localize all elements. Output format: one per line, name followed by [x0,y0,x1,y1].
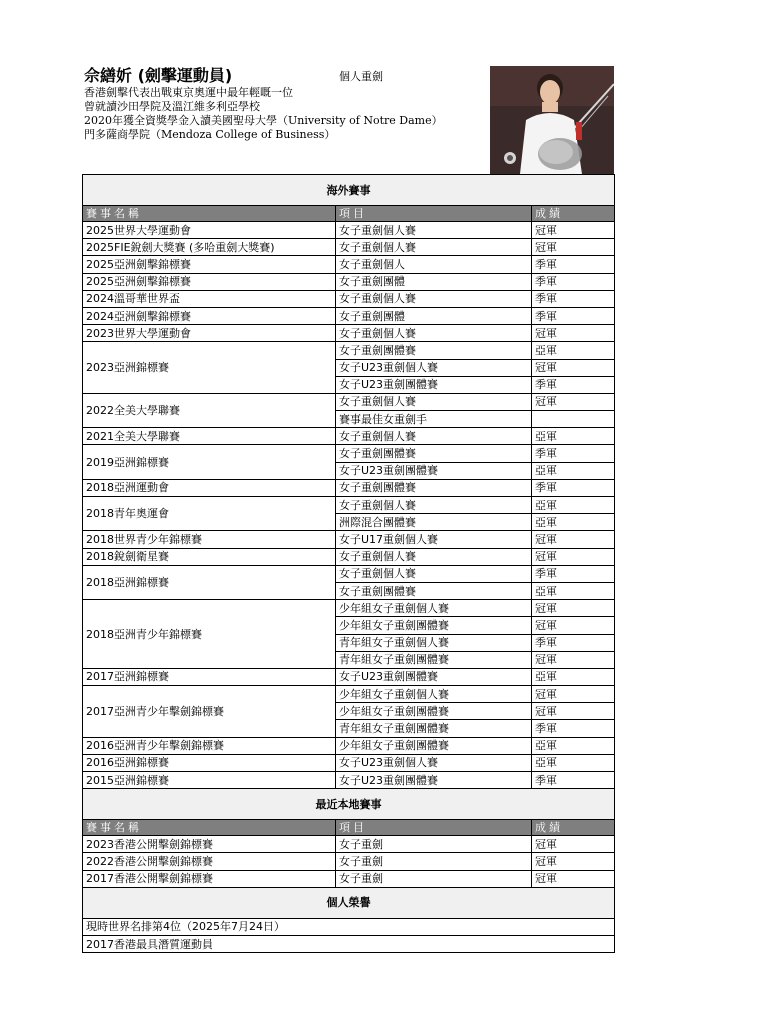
event-name-cell: 2021全美大學聯賽 [83,428,336,445]
table-row [83,479,615,496]
event-name-cell: 2017亞洲青少年擊劍錦標賽 [83,686,336,738]
item-cell: 女子重劍團體賽 [336,582,532,599]
item-cell: 女子重劍個人賽 [336,325,532,342]
table-row [83,686,615,703]
table-row [83,256,615,273]
event-name-cell: 2017亞洲錦標賽 [83,668,336,685]
table-row [83,222,615,239]
event-name-cell: 2025世界大學運動會 [83,222,336,239]
result-cell: 冠軍 [532,853,615,870]
table-row [83,668,615,685]
result-cell [532,411,615,428]
table-row [83,342,615,359]
table-row [83,307,615,324]
athlete-name: 佘繕妡 (劍擊運動員) [84,66,233,85]
result-cell: 冠軍 [532,600,615,617]
event-name-cell: 2015亞洲錦標賽 [83,772,336,789]
event-name-cell: 2019亞洲錦標賽 [83,445,336,479]
table-row [83,239,615,256]
bio-line: 香港劍擊代表出戰東京奧運中最年輕嘅一位 [84,86,293,99]
item-cell: 女子重劍個人賽 [336,239,532,256]
result-cell: 亞軍 [532,737,615,754]
result-cell: 季軍 [532,634,615,651]
column-header-row [83,206,615,222]
column-header-event: 賽事名稱 [83,820,336,836]
bio-line: 曾就讀沙田學院及溫江維多利亞學校 [84,100,260,113]
result-cell: 冠軍 [532,239,615,256]
result-cell: 冠軍 [532,836,615,853]
event-name-cell: 2016亞洲青少年擊劍錦標賽 [83,737,336,754]
table-row [83,290,615,307]
item-cell: 少年組女子重劍個人賽 [336,686,532,703]
result-cell: 亞軍 [532,668,615,685]
item-cell: 女子重劍個人賽 [336,428,532,445]
result-cell: 亞軍 [532,462,615,479]
table-row [83,428,615,445]
event-name-cell: 2025FIE銳劍大獎賽 (多哈重劍大獎賽) [83,239,336,256]
result-cell: 冠軍 [532,531,615,548]
item-cell: 少年組女子重劍團體賽 [336,737,532,754]
table-row [83,565,615,582]
result-cell: 冠軍 [532,325,615,342]
result-cell: 冠軍 [532,703,615,720]
event-name-cell: 2023世界大學運動會 [83,325,336,342]
section-row [83,887,615,918]
table-row [83,754,615,771]
table-row [83,600,615,617]
event-name-cell: 2023亞洲錦標賽 [83,342,336,394]
column-header-result: 成績 [532,820,615,836]
event-name-cell: 2022全美大學聯賽 [83,393,336,427]
item-cell: 女子重劍 [336,870,532,887]
item-cell: 女子重劍個人賽 [336,393,532,410]
event-name-cell: 2018亞洲錦標賽 [83,565,336,599]
result-cell: 季軍 [532,772,615,789]
result-cell: 亞軍 [532,342,615,359]
result-cell: 冠軍 [532,393,615,410]
honour-row [83,935,615,952]
item-cell: 青年組女子重劍團體賽 [336,651,532,668]
event-name-cell: 2022香港公開擊劍錦標賽 [83,853,336,870]
event-name-cell: 2018銳劍衛星賽 [83,548,336,565]
fencer-portrait-icon [490,66,614,174]
section-title-honours: 個人榮譽 [83,887,615,918]
result-cell: 冠軍 [532,686,615,703]
item-cell: 青年組女子重劍個人賽 [336,634,532,651]
table-row [83,853,615,870]
column-header-item: 項目 [336,820,532,836]
item-cell: 女子重劍團體賽 [336,342,532,359]
bio-line: 門多薩商學院（Mendoza College of Business） [84,128,336,141]
event-name-cell: 2023香港公開擊劍錦標賽 [83,836,336,853]
column-header-row [83,820,615,836]
section-row [83,175,615,206]
result-cell: 冠軍 [532,548,615,565]
item-cell: 女子重劍個人賽 [336,565,532,582]
item-cell: 女子重劍個人 [336,256,532,273]
discipline-tag: 個人重劍 [339,70,383,83]
honour-cell: 現時世界名排第4位（2025年7月24日） [83,918,615,935]
result-cell: 季軍 [532,256,615,273]
table-row [83,325,615,342]
profile-header [84,66,484,142]
result-cell: 亞軍 [532,582,615,599]
table-row [83,548,615,565]
result-cell: 季軍 [532,720,615,737]
item-cell: 女子U23重劍團體賽 [336,668,532,685]
item-cell: 少年組女子重劍團體賽 [336,617,532,634]
honour-row [83,918,615,935]
result-cell: 季軍 [532,565,615,582]
table-row [83,737,615,754]
athlete-photo [490,66,614,174]
result-cell: 季軍 [532,376,615,393]
event-name-cell: 2016亞洲錦標賽 [83,754,336,771]
column-header-item: 項目 [336,206,532,222]
item-cell: 少年組女子重劍個人賽 [336,600,532,617]
item-cell: 女子重劍個人賽 [336,497,532,514]
event-name-cell: 2018亞洲青少年錦標賽 [83,600,336,669]
event-name-cell: 2018青年奧運會 [83,497,336,531]
result-cell: 季軍 [532,290,615,307]
bio-line: 2020年獲全資獎學金入讀美國聖母大學（University of Notre Dame） [84,114,443,127]
result-cell: 季軍 [532,479,615,496]
result-cell: 亞軍 [532,754,615,771]
result-cell: 亞軍 [532,514,615,531]
event-name-cell: 2025亞洲劍擊錦標賽 [83,256,336,273]
item-cell: 女子重劍個人賽 [336,222,532,239]
item-cell: 女子U17重劍個人賽 [336,531,532,548]
item-cell: 女子重劍團體賽 [336,445,532,462]
result-cell: 冠軍 [532,651,615,668]
honour-cell: 2017香港最具潛質運動員 [83,935,615,952]
section-row [83,789,615,820]
results-table [82,174,615,953]
item-cell: 女子U23重劍團體賽 [336,462,532,479]
item-cell: 女子重劍 [336,836,532,853]
event-name-cell: 2017香港公開擊劍錦標賽 [83,870,336,887]
item-cell: 青年組女子重劍團體賽 [336,720,532,737]
section-title-overseas: 海外賽事 [83,175,615,206]
result-cell: 冠軍 [532,222,615,239]
table-row [83,273,615,290]
table-row [83,836,615,853]
result-cell: 季軍 [532,445,615,462]
item-cell: 女子重劍團體賽 [336,479,532,496]
result-cell: 冠軍 [532,617,615,634]
column-header-event: 賽事名稱 [83,206,336,222]
item-cell: 女子重劍團體 [336,273,532,290]
result-cell: 亞軍 [532,497,615,514]
event-name-cell: 2025亞洲劍擊錦標賽 [83,273,336,290]
event-name-cell: 2018亞洲運動會 [83,479,336,496]
result-cell: 亞軍 [532,428,615,445]
event-name-cell: 2024溫哥華世界盃 [83,290,336,307]
column-header-result: 成績 [532,206,615,222]
item-cell: 女子U23重劍團體賽 [336,376,532,393]
table-row [83,497,615,514]
result-cell: 冠軍 [532,359,615,376]
table-row [83,870,615,887]
result-cell: 季軍 [532,273,615,290]
item-cell: 女子U23重劍個人賽 [336,754,532,771]
result-cell: 冠軍 [532,870,615,887]
item-cell: 少年組女子重劍團體賽 [336,703,532,720]
item-cell: 洲際混合團體賽 [336,514,532,531]
section-title-local: 最近本地賽事 [83,789,615,820]
event-name-cell: 2024亞洲劍擊錦標賽 [83,307,336,324]
table-row [83,772,615,789]
event-name-cell: 2018世界青少年錦標賽 [83,531,336,548]
table-row [83,445,615,462]
table-row [83,393,615,410]
table-row [83,531,615,548]
item-cell: 賽事最佳女重劍手 [336,411,532,428]
item-cell: 女子U23重劍團體賽 [336,772,532,789]
item-cell: 女子U23重劍個人賽 [336,359,532,376]
result-cell: 季軍 [532,307,615,324]
item-cell: 女子重劍個人賽 [336,290,532,307]
item-cell: 女子重劍個人賽 [336,548,532,565]
item-cell: 女子重劍團體 [336,307,532,324]
item-cell: 女子重劍 [336,853,532,870]
